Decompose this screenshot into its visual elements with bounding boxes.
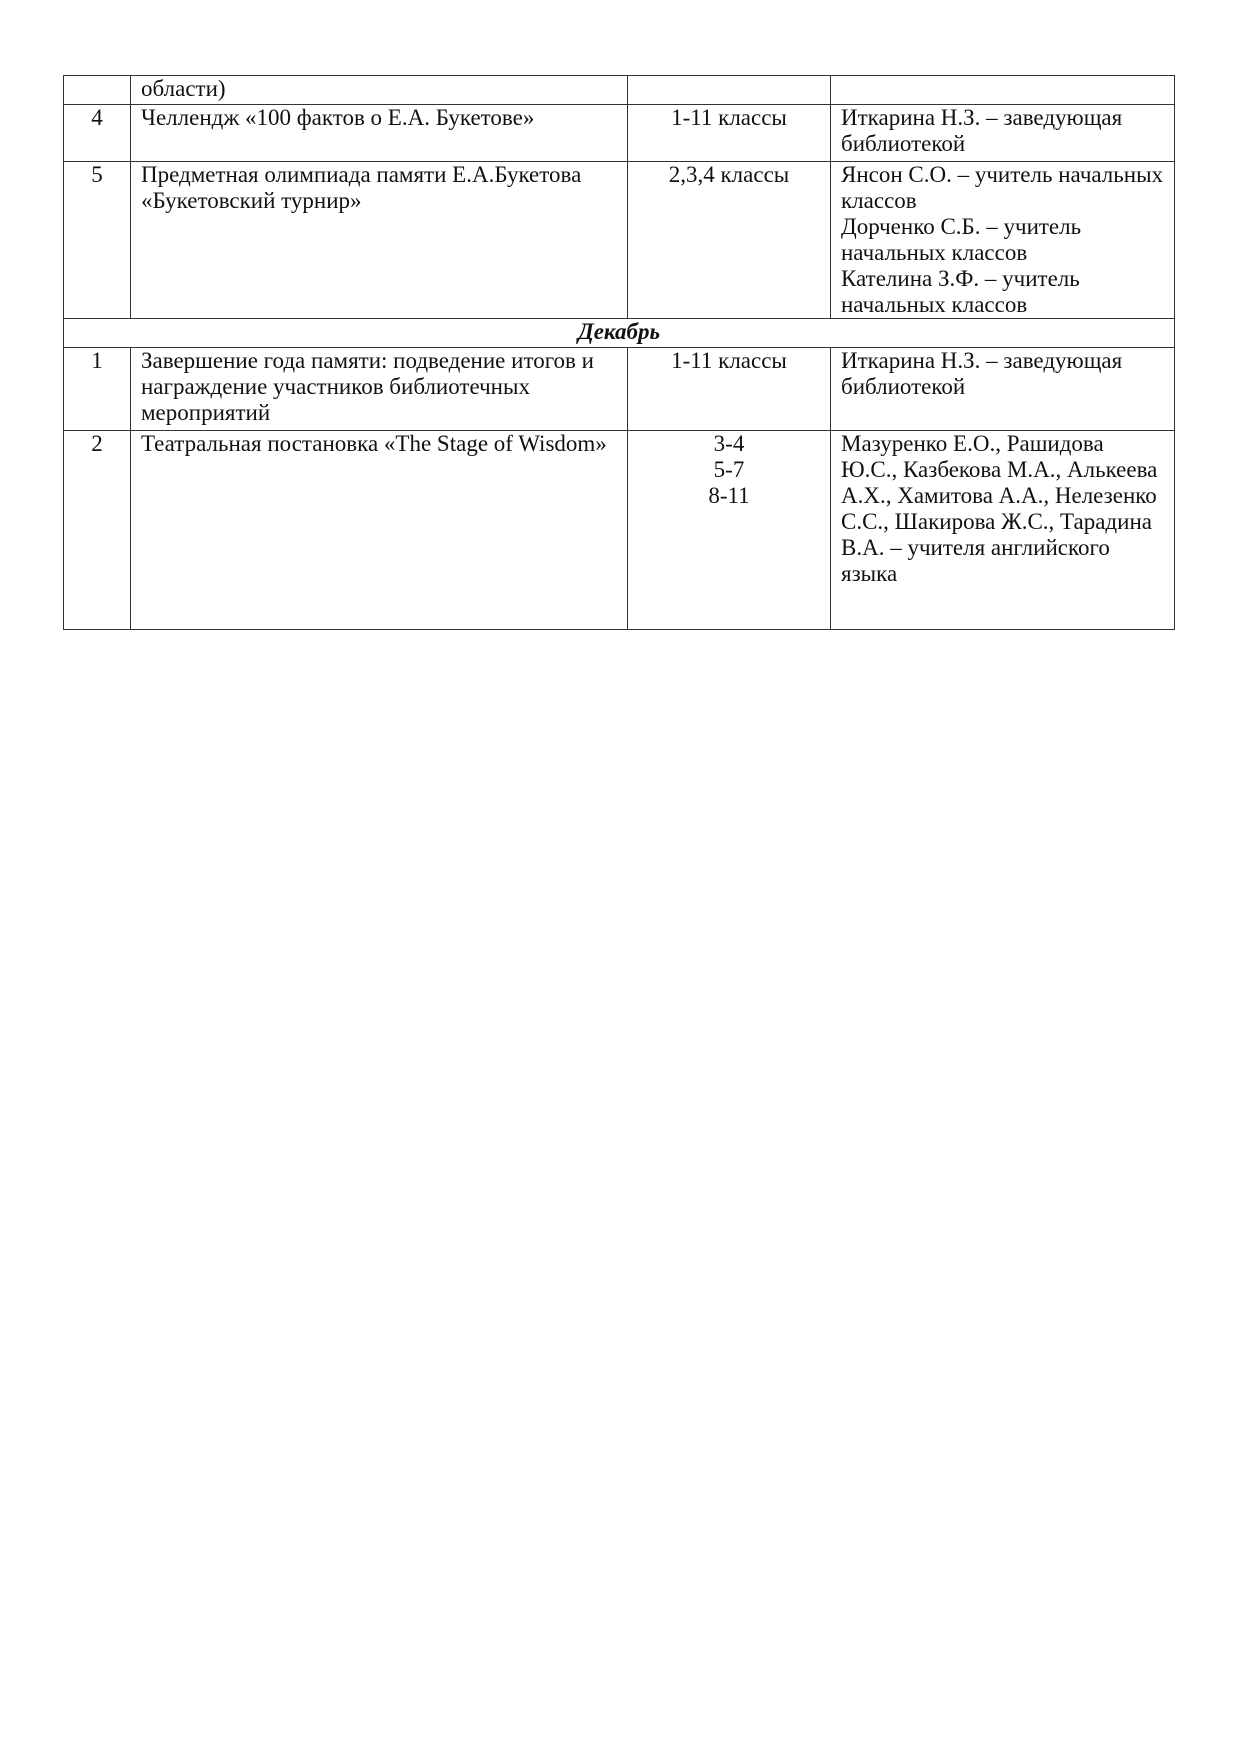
event-classes <box>628 431 831 630</box>
responsible-line: Мазуренко Е.О., Рашидова Ю.С., Казбекова М.А., Алькеева А.Х., Хамитова А.А., Нелезенко С.С., Шакирова Ж.С., Тарадина В.А. – учителя английского языка <box>841 431 1158 586</box>
month-heading-december: Декабрь <box>64 319 1175 348</box>
row-number: 4 <box>64 105 131 162</box>
classes-line: 3-4 <box>713 431 745 456</box>
event-classes <box>628 162 831 319</box>
table-row <box>64 105 1175 162</box>
event-classes <box>628 348 831 431</box>
row-number: 1 <box>64 348 131 431</box>
responsible-line: Янсон С.О. – учитель начальных классов <box>841 162 1164 213</box>
classes-line: 1-11 классы <box>671 105 787 130</box>
event-classes <box>628 76 831 105</box>
classes-line: 8-11 <box>708 483 750 508</box>
event-title: Завершение года памяти: подведение итогов и награждение участников библиотечных мероприятий <box>131 348 628 431</box>
classes-line: 5-7 <box>713 457 745 482</box>
classes-line: 1-11 классы <box>671 348 787 373</box>
classes-line: 2,3,4 классы <box>668 162 790 187</box>
responsible-line: Иткарина Н.З. – заведующая библиотекой <box>841 348 1123 399</box>
month-header-row <box>64 319 1175 348</box>
event-classes <box>628 105 831 162</box>
responsible-line: Кателина З.Ф. – учитель начальных классов <box>841 266 1080 317</box>
row-number: 5 <box>64 162 131 319</box>
event-title: области) <box>131 76 628 105</box>
event-responsible <box>831 431 1175 630</box>
row-number: 2 <box>64 431 131 630</box>
table-row <box>64 162 1175 319</box>
event-responsible <box>831 348 1175 431</box>
event-responsible <box>831 162 1175 319</box>
responsible-line: Иткарина Н.З. – заведующая библиотекой <box>841 105 1123 156</box>
events-plan-table <box>63 75 1175 630</box>
responsible-line: Дорченко С.Б. – учитель начальных классов <box>841 214 1082 265</box>
table-row <box>64 76 1175 105</box>
row-number <box>64 76 131 105</box>
event-responsible <box>831 76 1175 105</box>
event-title: Челлендж «100 фактов о Е.А. Букетове» <box>131 105 628 162</box>
event-responsible <box>831 105 1175 162</box>
event-title: Театральная постановка «The Stage of Wisdom» <box>131 431 628 630</box>
table-row <box>64 348 1175 431</box>
table-row <box>64 431 1175 630</box>
event-title: Предметная олимпиада памяти Е.А.Букетова «Букетовский турнир» <box>131 162 628 319</box>
